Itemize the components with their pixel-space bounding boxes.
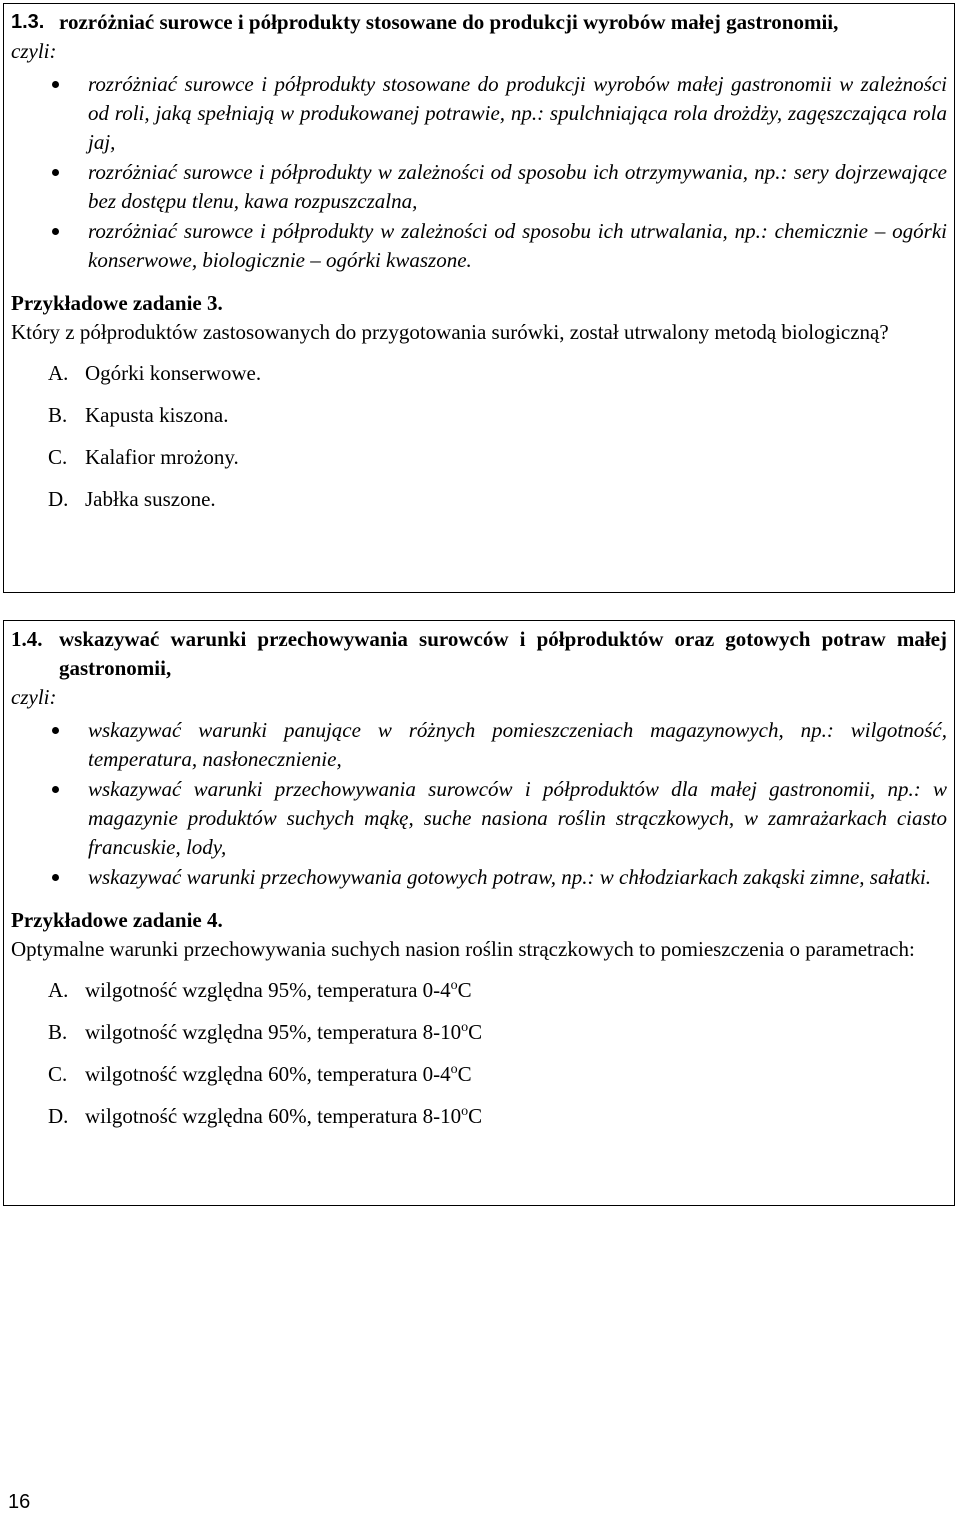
answer-text-main: wilgotność względna 95%, temperatura 8-10 [85,1020,462,1044]
answer-text: Kalafior mrożony. [85,445,239,469]
answer-letter: D. [48,1104,69,1128]
answer-text [85,1060,472,1089]
answer-option [48,1102,947,1144]
list-item [11,70,947,157]
list-item-text: wskazywać warunki przechowywania gotowych potraw, np.: w chłodziarkach zakąski zimne, sałatki. [88,865,932,889]
answer-option [48,1060,947,1102]
bullet-icon [52,786,59,793]
task-title: Przykładowe zadanie 3. [11,291,223,315]
answer-option [48,401,947,443]
answer-text [85,976,472,1005]
task-question: Optymalne warunki przechowywania suchych nasion roślin strączkowych to pomieszczenia o parametrach: [11,937,915,961]
answer-text: Jabłka suszone. [85,487,216,511]
page-number: 16 [8,1491,31,1513]
task-title: Przykładowe zadanie 4. [11,908,223,932]
answer-text-main: wilgotność względna 60%, temperatura 8-10 [85,1104,462,1128]
answer-option [48,359,947,401]
bullet-list [11,70,947,275]
answer-text: Kapusta kiszona. [85,403,229,427]
list-item [11,863,947,892]
degree-sup: o [450,978,458,993]
degree-sup: o [461,1020,469,1035]
bullet-icon [52,874,59,881]
list-item-text: rozróżniać surowce i półprodukty stosowane do produkcji wyrobów małej gastronomii w zależności od roli, jaką spełniają w produkowanej potrawie, np.: spulchniająca rola drożdży, zagęszczająca rola jaj, [88,72,947,154]
task-question: Który z półproduktów zastosowanych do przygotowania surówki, został utrwalony metodą biologiczną? [11,320,889,344]
temperature-unit: C [468,1104,483,1128]
list-item-text: wskazywać warunki panujące w różnych pomieszczeniach magazynowych, np.: wilgotność, temperatura, nasłonecznienie, [88,718,947,771]
bullet-list [11,716,947,892]
section-heading [11,625,947,683]
list-item [11,217,947,275]
list-item [11,775,947,862]
answer-letter: C. [48,1062,68,1086]
answer-text [85,1018,482,1047]
answer-option [48,485,947,527]
answer-option [48,443,947,485]
answer-letter: B. [48,403,68,427]
bullet-icon [52,228,59,235]
list-item-text: rozróżniać surowce i półprodukty w zależności od sposobu ich otrzymywania, np.: sery dojrzewające bez dostępu tlenu, kawa rozpuszczalna, [88,160,947,213]
answer-letter: A. [48,361,69,385]
answer-letter: D. [48,487,69,511]
degree-sup: o [461,1104,469,1119]
answer-text-main: wilgotność względna 60%, temperatura 0-4 [85,1062,451,1086]
answer-letter: B. [48,1020,68,1044]
temperature-unit: C [457,978,472,1002]
section-heading-text: wskazywać warunki przechowywania surowców i półproduktów oraz gotowych potraw małej gastronomii, [59,627,947,680]
section-number: 1.4. [11,627,43,651]
answer-text [85,1102,482,1131]
list-item-text: wskazywać warunki przechowywania surowców i półproduktów dla małej gastronomii, np.: w magazynie produktów suchych mąkę, suche nasiona roślin strączkowych, w zamrażarkach ciasto francuskie, lody, [88,777,947,859]
answer-option [48,1018,947,1060]
degree-sup: o [450,1062,458,1077]
section-1-3-box [3,3,955,593]
answer-text-main: wilgotność względna 95%, temperatura 0-4 [85,978,451,1002]
list-item [11,158,947,216]
bullet-icon [52,169,59,176]
list-item [11,716,947,774]
bullet-icon [52,81,59,88]
section-heading-text: rozróżniać surowce i półprodukty stosowane do produkcji wyrobów małej gastronomii, [59,10,839,34]
answer-text: Ogórki konserwowe. [85,361,262,385]
answer-option [48,976,947,1018]
answer-letter: A. [48,978,69,1002]
temperature-unit: C [457,1062,472,1086]
answer-list [11,359,947,527]
temperature-unit: C [468,1020,483,1044]
section-number: 1.3. [11,11,45,33]
section-heading [11,8,947,37]
answer-letter: C. [48,445,68,469]
bullet-icon [52,727,59,734]
answer-list [11,976,947,1144]
section-1-4-box [3,620,955,1206]
list-item-text: rozróżniać surowce i półprodukty w zależności od sposobu ich utrwalania, np.: chemicznie – ogórki konserwowe, biologicznie – ogórki kwaszone. [88,219,947,272]
czyli-label: czyli: [11,685,57,709]
czyli-label: czyli: [11,39,57,63]
